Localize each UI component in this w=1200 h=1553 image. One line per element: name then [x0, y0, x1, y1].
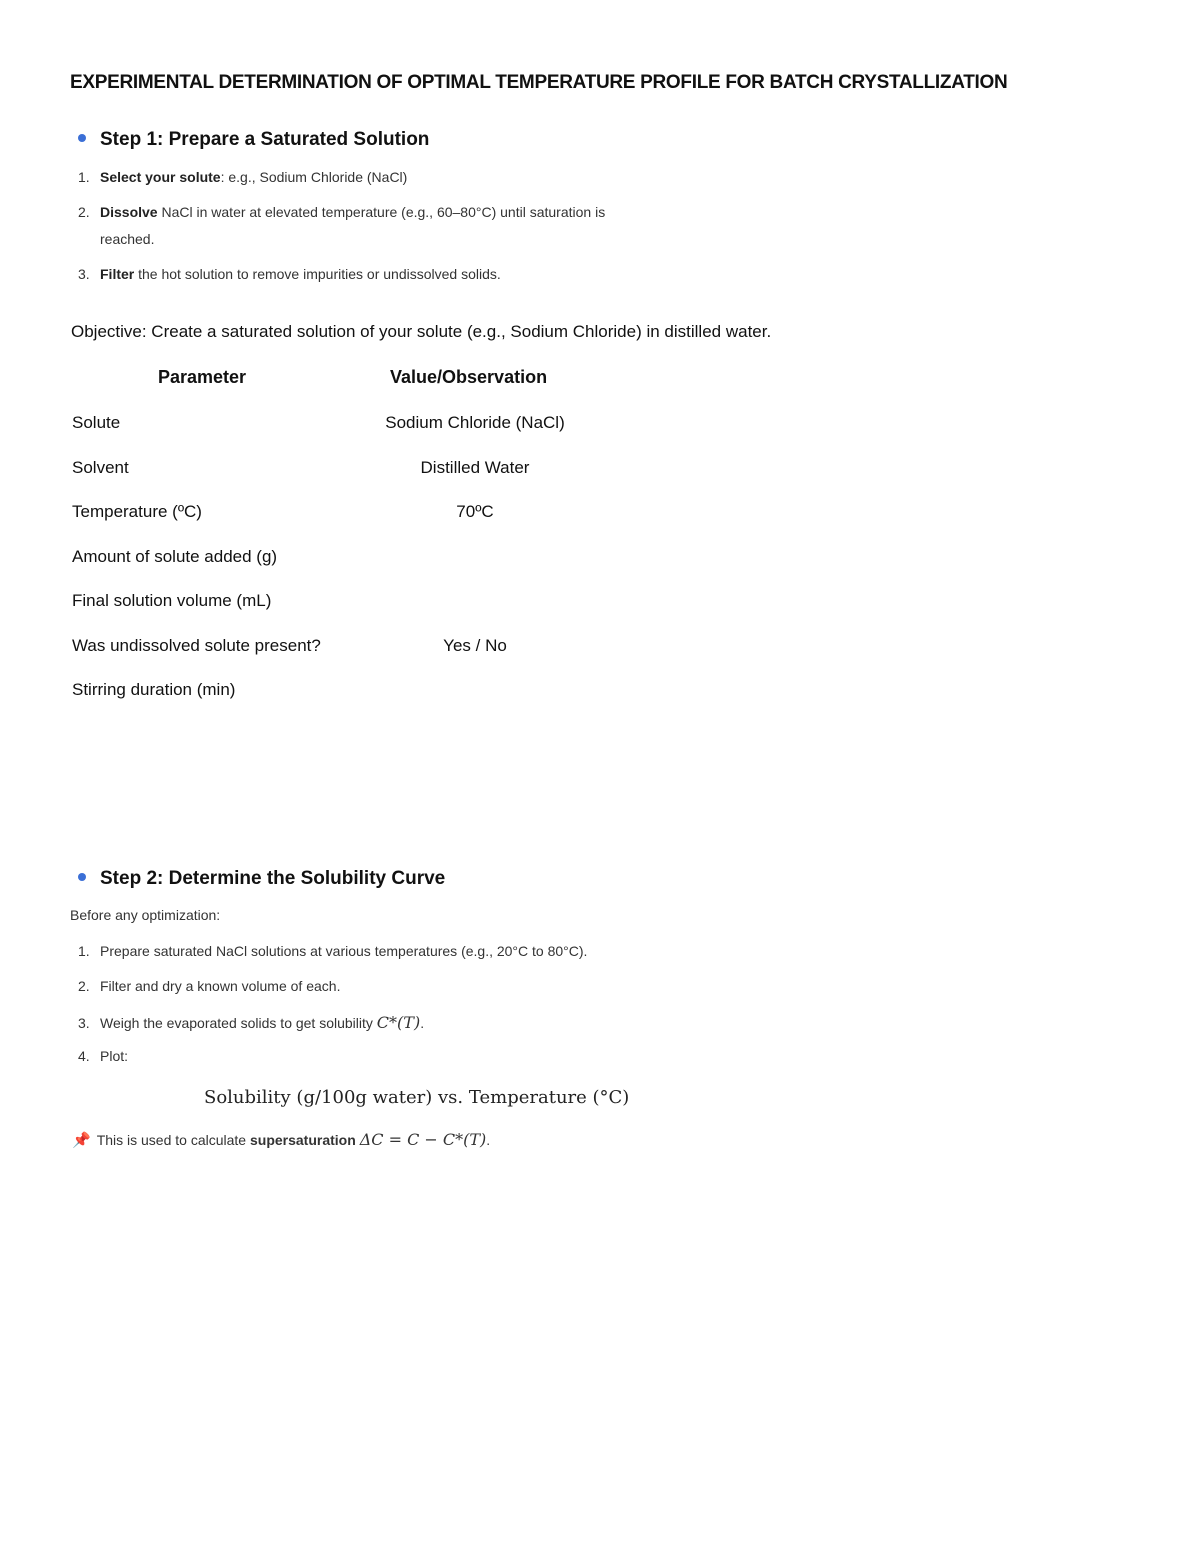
note-prefix: This is used to calculate	[96, 1132, 250, 1148]
step1-heading-text: Step 1: Prepare a Saturated Solution	[100, 129, 430, 150]
table-row-value: 70ºC	[456, 502, 494, 521]
table-row-label: Temperature (ºC)	[72, 502, 202, 521]
list-item-text: : e.g., Sodium Chloride (NaCl)	[220, 169, 408, 185]
step2-list-item-3	[78, 1013, 424, 1032]
list-number: 4.	[78, 1048, 90, 1064]
table-header-value: Value/Observation	[390, 367, 548, 387]
step2-heading-text: Step 2: Determine the Solubility Curve	[100, 868, 446, 889]
document-title: EXPERIMENTAL DETERMINATION OF OPTIMAL TEMPERATURE PROFILE FOR BATCH CRYSTALLIZATION	[70, 72, 1008, 93]
table-row-label: Amount of solute added (g)	[72, 547, 278, 566]
table-row-value: Sodium Chloride (NaCl)	[385, 413, 565, 432]
table-row-label: Was undissolved solute present?	[72, 636, 321, 655]
list-item-bold: Select your solute	[100, 169, 221, 185]
plot-formula: Solubility (g/100g water) vs. Temperature (°C)	[204, 1087, 630, 1108]
list-item-text: Plot:	[100, 1048, 129, 1064]
list-item-bold: Filter	[100, 266, 135, 282]
step2-list-item-2	[78, 978, 340, 994]
note-after: .	[486, 1132, 491, 1148]
step2-list-item-1	[78, 943, 587, 959]
objective-text: Objective: Create a saturated solution of your solute (e.g., Sodium Chloride) in distilled water.	[71, 322, 772, 341]
bullet-icon	[78, 873, 86, 881]
bullet-icon	[78, 134, 86, 142]
table-row-value: Distilled Water	[420, 458, 530, 477]
list-number: 1.	[78, 169, 90, 185]
step2-list-item-4	[78, 1048, 128, 1064]
pushpin-icon: 📌	[72, 1132, 91, 1149]
list-item-text: Weigh the evaporated solids to get solubility	[100, 1015, 377, 1031]
step1-heading	[78, 129, 429, 151]
list-item-text: Prepare saturated NaCl solutions at various temperatures (e.g., 20°C to 80°C).	[100, 943, 588, 959]
list-item-bold: Dissolve	[100, 204, 158, 220]
table-row-label: Solute	[72, 413, 121, 432]
note-math: ΔC = C − C*(T)	[359, 1130, 487, 1149]
table-row-label: Solvent	[72, 458, 129, 477]
list-number: 1.	[78, 943, 90, 959]
list-item-after: .	[420, 1015, 425, 1031]
step1-list-item-2-continuation: reached.	[100, 231, 155, 247]
list-item-text: Filter and dry a known volume of each.	[100, 978, 341, 994]
step1-list-item-2	[78, 204, 605, 220]
step1-list-item-3	[78, 266, 501, 282]
step1-list-item-1	[78, 169, 407, 185]
table-row-value: Yes / No	[443, 636, 507, 655]
list-number: 3.	[78, 266, 90, 282]
list-item-text: NaCl in water at elevated temperature (e.g., 60–80°C) until saturation is	[157, 204, 606, 220]
step2-heading	[78, 868, 445, 890]
list-number: 3.	[78, 1015, 90, 1031]
table-header-parameter: Parameter	[158, 367, 247, 387]
table-row-label: Stirring duration (min)	[72, 680, 236, 699]
list-number: 2.	[78, 204, 90, 220]
table-row-label: Final solution volume (mL)	[72, 591, 272, 610]
list-item-text: the hot solution to remove impurities or undissolved solids.	[134, 266, 501, 282]
list-number: 2.	[78, 978, 90, 994]
step2-intro: Before any optimization:	[70, 907, 221, 923]
note-bold: supersaturation	[249, 1132, 356, 1148]
math-solubility: C*(T)	[376, 1013, 421, 1032]
supersaturation-note	[72, 1130, 490, 1149]
